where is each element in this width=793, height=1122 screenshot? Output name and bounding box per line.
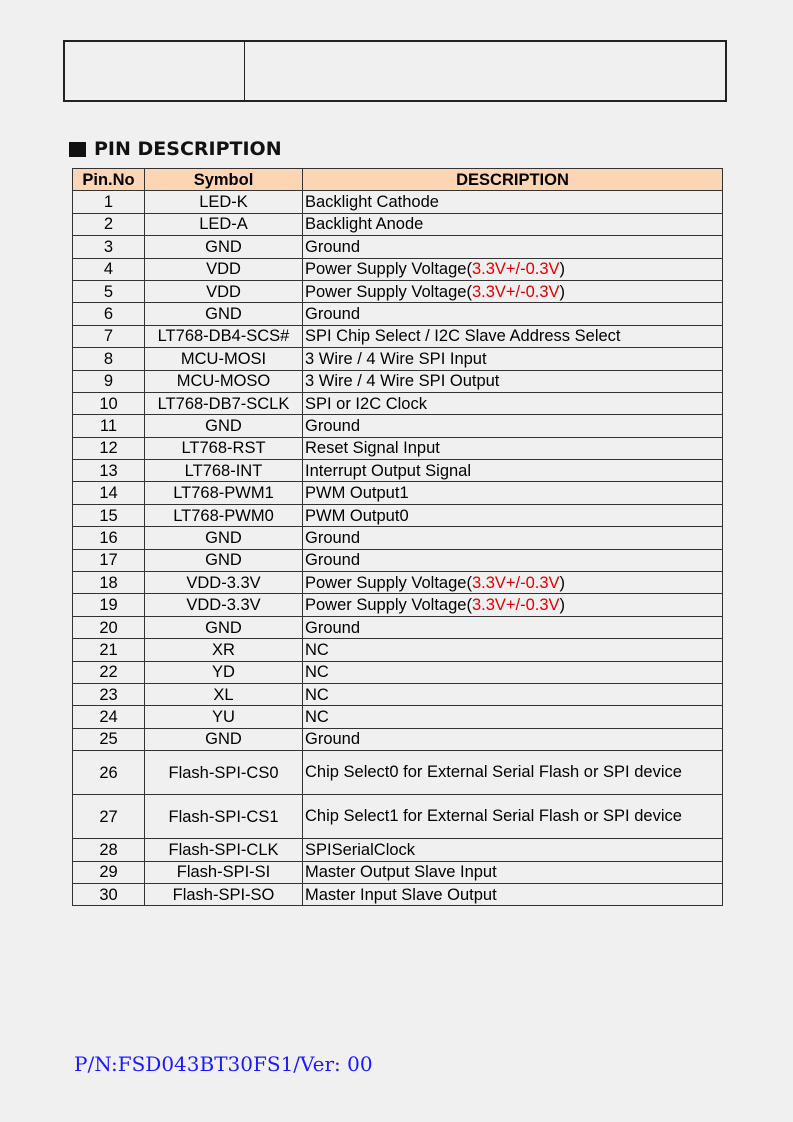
description-close: ) — [559, 573, 566, 592]
pin-number-cell: 3 — [73, 236, 145, 258]
description-cell: Master Input Slave Output — [303, 883, 723, 905]
pin-number-cell: 21 — [73, 639, 145, 661]
pin-number-cell: 6 — [73, 303, 145, 325]
pin-number-cell: 8 — [73, 348, 145, 370]
description-cell: 3 Wire / 4 Wire SPI Output — [303, 370, 723, 392]
pin-number-cell: 5 — [73, 280, 145, 302]
description-cell: 3 Wire / 4 Wire SPI Input — [303, 348, 723, 370]
symbol-cell: VDD-3.3V — [145, 572, 303, 594]
part-number-footer: P/N:FSD043BT30FS1/Ver: 00 — [74, 1052, 373, 1076]
table-row — [73, 795, 723, 839]
description-close: ) — [559, 596, 566, 615]
table-row — [73, 437, 723, 459]
description-text: Power Supply Voltage( — [305, 573, 472, 592]
pin-number-cell: 30 — [73, 883, 145, 905]
description-cell: Backlight Cathode — [303, 191, 723, 213]
symbol-cell: GND — [145, 527, 303, 549]
title-block-left-cell — [65, 42, 245, 100]
symbol-cell: Flash-SPI-CLK — [145, 839, 303, 861]
table-row — [73, 191, 723, 213]
table-row — [73, 639, 723, 661]
table-row — [73, 213, 723, 235]
symbol-cell: VDD — [145, 280, 303, 302]
description-close: ) — [559, 260, 566, 279]
symbol-cell: GND — [145, 616, 303, 638]
pin-number-cell: 2 — [73, 213, 145, 235]
description-cell: SPI Chip Select / I2C Slave Address Select — [303, 325, 723, 347]
table-row — [73, 258, 723, 280]
symbol-cell: GND — [145, 728, 303, 750]
table-row — [73, 728, 723, 750]
pin-number-cell: 14 — [73, 482, 145, 504]
table-row — [73, 370, 723, 392]
symbol-cell: GND — [145, 236, 303, 258]
table-row — [73, 460, 723, 482]
table-row — [73, 348, 723, 370]
table-row — [73, 706, 723, 728]
table-row — [73, 661, 723, 683]
description-cell: PWM Output0 — [303, 504, 723, 526]
symbol-cell: Flash-SPI-CS0 — [145, 751, 303, 795]
title-block-right-cell — [245, 42, 725, 100]
description-cell — [303, 572, 723, 594]
symbol-cell: YU — [145, 706, 303, 728]
description-cell: NC — [303, 639, 723, 661]
description-cell: NC — [303, 683, 723, 705]
pin-number-cell: 12 — [73, 437, 145, 459]
description-cell: Ground — [303, 616, 723, 638]
header-symbol: Symbol — [145, 169, 303, 191]
description-cell: Backlight Anode — [303, 213, 723, 235]
description-cell: Ground — [303, 303, 723, 325]
table-row — [73, 549, 723, 571]
description-cell — [303, 594, 723, 616]
pin-number-cell: 9 — [73, 370, 145, 392]
description-cell: SPISerialClock — [303, 839, 723, 861]
symbol-cell: LT768-INT — [145, 460, 303, 482]
symbol-cell: VDD-3.3V — [145, 594, 303, 616]
table-row — [73, 839, 723, 861]
pin-number-cell: 18 — [73, 572, 145, 594]
pin-number-cell: 28 — [73, 839, 145, 861]
header-description: DESCRIPTION — [303, 169, 723, 191]
symbol-cell: MCU-MOSI — [145, 348, 303, 370]
symbol-cell: Flash-SPI-SO — [145, 883, 303, 905]
description-cell: Ground — [303, 236, 723, 258]
table-row — [73, 594, 723, 616]
pin-number-cell: 29 — [73, 861, 145, 883]
description-close: ) — [559, 282, 566, 301]
symbol-cell: LED-K — [145, 191, 303, 213]
description-cell: Ground — [303, 527, 723, 549]
pin-number-cell: 1 — [73, 191, 145, 213]
pin-number-cell: 17 — [73, 549, 145, 571]
pin-number-cell: 11 — [73, 415, 145, 437]
table-row — [73, 751, 723, 795]
table-row — [73, 280, 723, 302]
table-row — [73, 572, 723, 594]
table-row — [73, 527, 723, 549]
symbol-cell: LED-A — [145, 213, 303, 235]
description-cell: NC — [303, 661, 723, 683]
voltage-value: 3.3V+/-0.3V — [471, 573, 560, 592]
symbol-cell: LT768-PWM1 — [145, 482, 303, 504]
table-row — [73, 482, 723, 504]
voltage-value: 3.3V+/-0.3V — [471, 260, 560, 279]
description-cell: Chip Select1 for External Serial Flash or SPI device — [303, 795, 723, 839]
description-text: Power Supply Voltage( — [305, 282, 472, 301]
description-cell: Master Output Slave Input — [303, 861, 723, 883]
bullet-square-icon — [69, 142, 86, 157]
section-heading — [69, 138, 282, 160]
description-cell: Chip Select0 for External Serial Flash or SPI device — [303, 751, 723, 795]
description-cell: Reset Signal Input — [303, 437, 723, 459]
description-cell: Ground — [303, 415, 723, 437]
description-cell: SPI or I2C Clock — [303, 392, 723, 414]
pin-number-cell: 4 — [73, 258, 145, 280]
section-heading-text: PIN DESCRIPTION — [94, 138, 282, 160]
pin-number-cell: 7 — [73, 325, 145, 347]
pin-number-cell: 16 — [73, 527, 145, 549]
description-cell: PWM Output1 — [303, 482, 723, 504]
table-header-row — [73, 169, 723, 191]
description-cell: Interrupt Output Signal — [303, 460, 723, 482]
symbol-cell: GND — [145, 415, 303, 437]
pin-number-cell: 22 — [73, 661, 145, 683]
symbol-cell: Flash-SPI-CS1 — [145, 795, 303, 839]
pin-number-cell: 19 — [73, 594, 145, 616]
table-row — [73, 236, 723, 258]
symbol-cell: VDD — [145, 258, 303, 280]
symbol-cell: LT768-RST — [145, 437, 303, 459]
table-body — [73, 191, 723, 906]
pin-number-cell: 24 — [73, 706, 145, 728]
table-row — [73, 861, 723, 883]
pin-number-cell: 13 — [73, 460, 145, 482]
symbol-cell: GND — [145, 549, 303, 571]
pin-number-cell: 20 — [73, 616, 145, 638]
table-row — [73, 325, 723, 347]
header-pin-no: Pin.No — [73, 169, 145, 191]
pin-number-cell: 25 — [73, 728, 145, 750]
symbol-cell: XL — [145, 683, 303, 705]
table-row — [73, 883, 723, 905]
pin-number-cell: 27 — [73, 795, 145, 839]
table-row — [73, 392, 723, 414]
symbol-cell: LT768-DB7-SCLK — [145, 392, 303, 414]
symbol-cell: LT768-PWM0 — [145, 504, 303, 526]
description-cell: Ground — [303, 549, 723, 571]
symbol-cell: Flash-SPI-SI — [145, 861, 303, 883]
description-text: Power Supply Voltage( — [305, 260, 472, 279]
symbol-cell: LT768-DB4-SCS# — [145, 325, 303, 347]
table-row — [73, 303, 723, 325]
table-row — [73, 683, 723, 705]
voltage-value: 3.3V+/-0.3V — [471, 282, 560, 301]
pin-description-table — [72, 168, 723, 906]
pin-number-cell: 23 — [73, 683, 145, 705]
pin-number-cell: 26 — [73, 751, 145, 795]
symbol-cell: MCU-MOSO — [145, 370, 303, 392]
table-row — [73, 616, 723, 638]
voltage-value: 3.3V+/-0.3V — [471, 596, 560, 615]
pin-number-cell: 10 — [73, 392, 145, 414]
description-cell: Ground — [303, 728, 723, 750]
symbol-cell: GND — [145, 303, 303, 325]
description-cell: NC — [303, 706, 723, 728]
description-cell — [303, 280, 723, 302]
symbol-cell: YD — [145, 661, 303, 683]
pin-number-cell: 15 — [73, 504, 145, 526]
description-cell — [303, 258, 723, 280]
title-block — [63, 40, 727, 102]
symbol-cell: XR — [145, 639, 303, 661]
description-text: Power Supply Voltage( — [305, 596, 472, 615]
table-row — [73, 415, 723, 437]
table-row — [73, 504, 723, 526]
